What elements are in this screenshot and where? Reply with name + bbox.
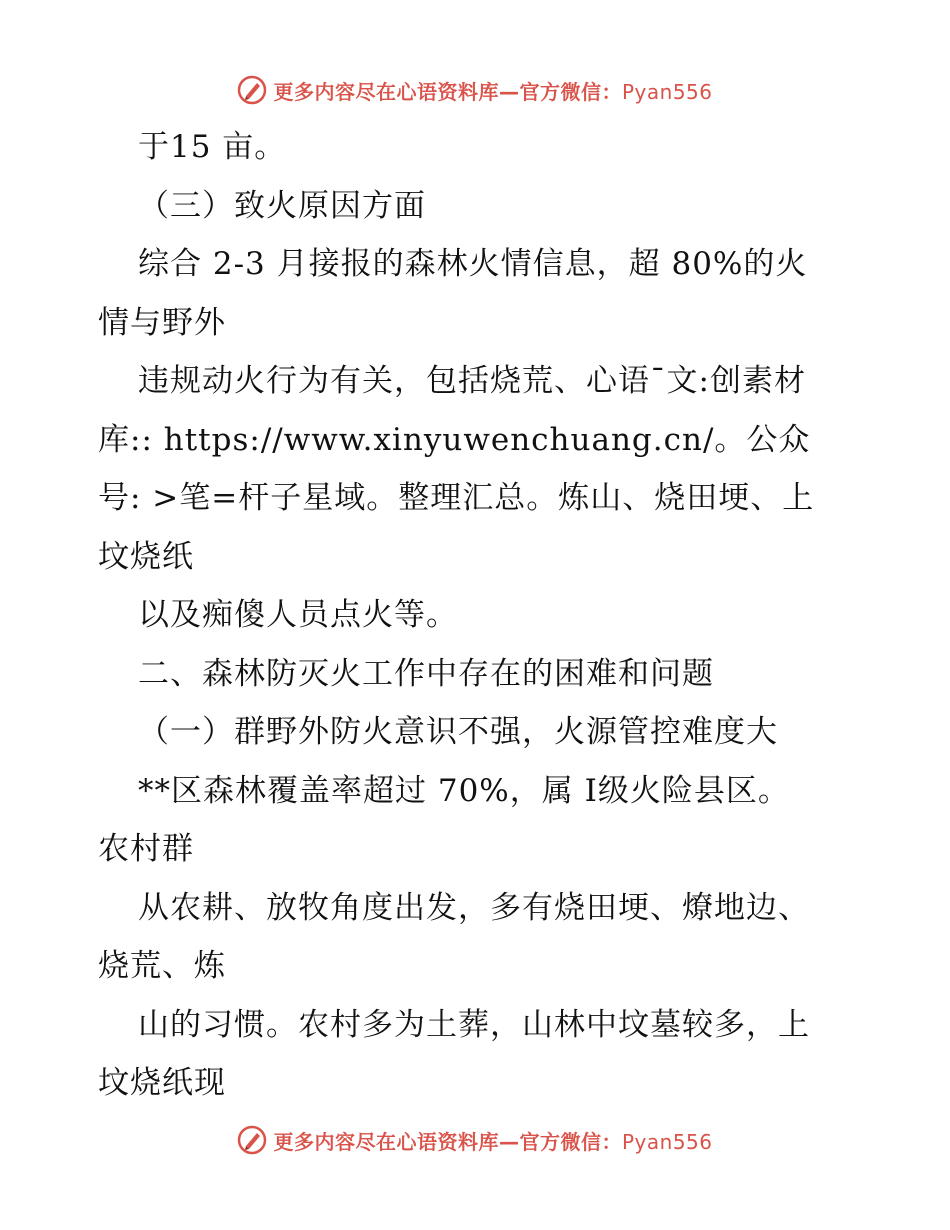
text-line: 坟烧纸现 (98, 1065, 226, 1101)
text-line: **区森林覆盖率超过 70%，属 I级火险县区。 (138, 772, 790, 809)
text-line: 山的习惯。农村多为土葬，山林中坟墓较多，上 (138, 1006, 810, 1043)
pen-logo-icon (237, 75, 267, 105)
text-line: （三）致火原因方面 (138, 187, 426, 224)
text-line: 二、森林防灭火工作中存在的困难和问题 (138, 655, 714, 692)
text-line: 于15 亩。 (138, 129, 287, 165)
footer-watermark (0, 1120, 950, 1160)
pen-logo-icon (237, 1125, 267, 1155)
watermark-text: 更多内容尽在心语资料库—官方微信：Pyan556 (273, 79, 713, 104)
text-line: 以及痴傻人员点火等。 (138, 597, 458, 633)
text-line: 库:: https://www.xinyuwenchuang.cn/。公众 (98, 421, 811, 458)
watermark-text: 更多内容尽在心语资料库—官方微信：Pyan556 (273, 1129, 713, 1154)
text-line: 从农耕、放牧角度出发，多有烧田埂、燎地边、 (138, 889, 810, 926)
text-line: 情与野外 (98, 304, 226, 341)
text-line: （一）群野外防火意识不强，火源管控难度大 (138, 714, 778, 750)
text-line: 综合 2-3 月接报的森林火情信息，超 80%的火 (138, 246, 808, 282)
text-line: 坟烧纸 (98, 538, 194, 575)
text-line: 号: >笔=杆子星域。整理汇总。炼山、烧田埂、上 (98, 480, 815, 516)
text-line: 农村群 (98, 831, 194, 867)
text-line: 烧荒、炼 (98, 948, 226, 984)
document-body (98, 118, 858, 1113)
header-watermark (0, 70, 950, 110)
text-line: 违规动火行为有关，包括烧荒、心语¯文:创素材 (138, 363, 806, 399)
